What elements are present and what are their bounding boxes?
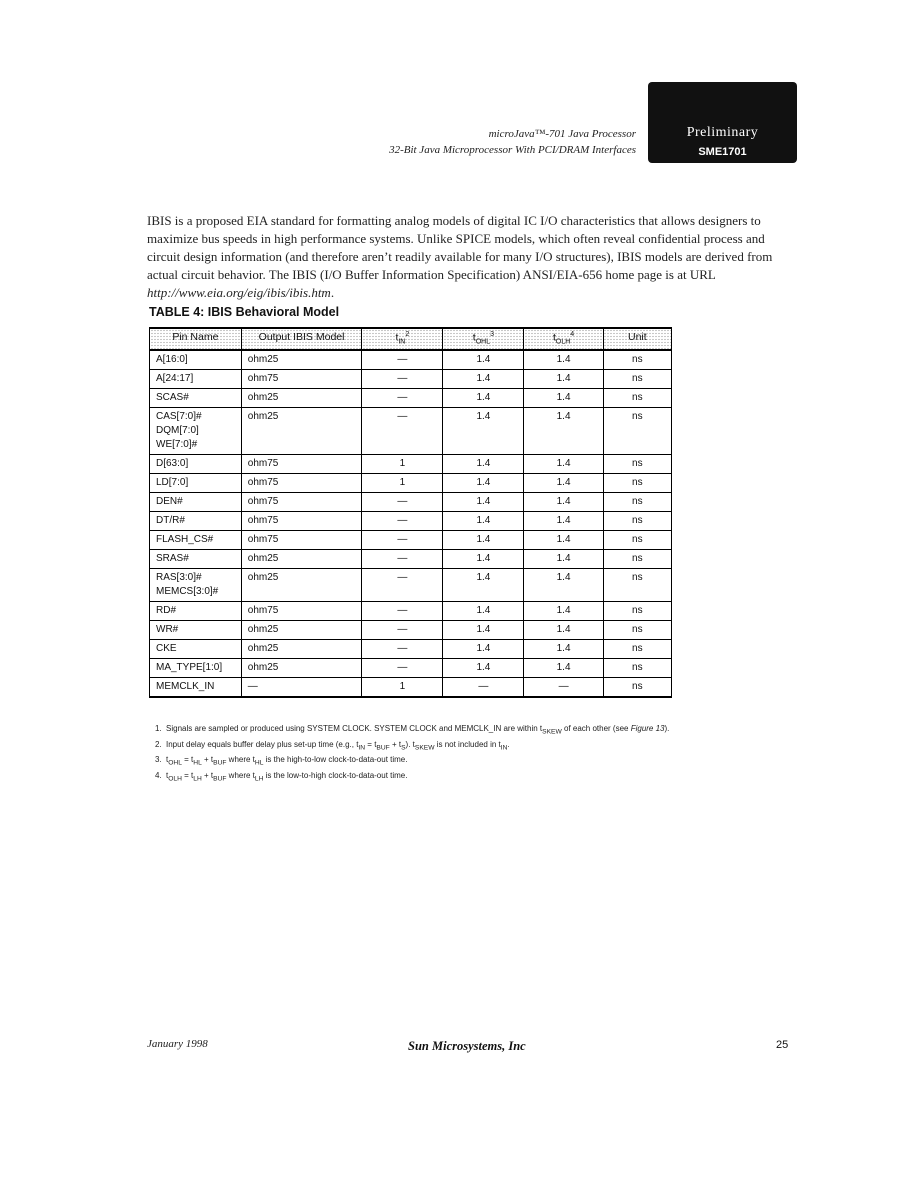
cell-tin: — (362, 370, 443, 389)
cell-tin: 1 (362, 474, 443, 493)
note-sub: LH (254, 775, 264, 783)
table-row (150, 678, 672, 698)
cell-pin-name (150, 640, 242, 659)
note-sub: LH (193, 775, 202, 783)
cell-output-model: ohm75 (241, 474, 362, 493)
header-tolh-sup: 4 (570, 331, 575, 338)
ibis-table (149, 327, 672, 698)
pin-name: DT/R# (156, 515, 185, 526)
table-row (150, 569, 672, 602)
cell-tohl: — (443, 678, 524, 698)
header-tolh (524, 328, 603, 350)
note-sub: IN (358, 744, 366, 752)
note-text-part: t (166, 770, 169, 780)
cell-unit: ns (603, 678, 671, 698)
note-text-part: ). (664, 724, 670, 733)
cell-output-model: ohm75 (241, 455, 362, 474)
badge-part-number: SME1701 (698, 146, 747, 158)
table-row (150, 493, 672, 512)
badge-title: Preliminary (686, 125, 759, 140)
cell-pin-name (150, 602, 242, 621)
cell-tolh: 1.4 (524, 408, 603, 455)
cell-unit: ns (603, 370, 671, 389)
cell-tin: — (362, 602, 443, 621)
table-row (150, 474, 672, 493)
cell-tohl: 1.4 (443, 493, 524, 512)
note-text-part: where t (226, 755, 255, 765)
pin-name: SRAS# (156, 553, 189, 564)
note-text (166, 739, 510, 755)
cell-tolh: — (524, 678, 603, 698)
pin-name: MEMCS[3:0]# (156, 586, 219, 597)
header-tin-symbol: t (395, 331, 399, 344)
cell-pin-name (150, 531, 242, 550)
cell-tohl: 1.4 (443, 621, 524, 640)
cell-tin: 1 (362, 455, 443, 474)
note-text-part: Signals are sampled or produced using SYSTEM CLOCK. SYSTEM CLOCK and MEMCLK_IN are within t (166, 724, 543, 733)
header-tin (362, 328, 443, 350)
note-sub: IN (500, 744, 508, 752)
note-3 (155, 754, 675, 770)
cell-tohl: 1.4 (443, 389, 524, 408)
pin-name: CAS[7:0]# (156, 411, 202, 422)
table-row (150, 389, 672, 408)
page-number: 25 (776, 1039, 789, 1051)
note-number: 2. (155, 739, 162, 749)
pin-name: A[16:0] (156, 354, 188, 365)
table-row (150, 455, 672, 474)
note-text-part: = t (365, 739, 377, 749)
note-text-part: of each other (see (561, 724, 631, 733)
cell-pin-name (150, 370, 242, 389)
note-text-part: + t (201, 755, 214, 765)
note-sub: HL (254, 759, 264, 767)
ibis-url-link[interactable]: http://www.eia.org/eig/ibis/ibis.htm (147, 285, 331, 300)
header-tohl-sup: 3 (490, 331, 495, 338)
pin-name: A[24:17] (156, 373, 194, 384)
cell-unit: ns (603, 531, 671, 550)
cell-tolh: 1.4 (524, 389, 603, 408)
note-sub: BUF (213, 775, 227, 783)
note-text-part: + t (201, 770, 214, 780)
note-sub: SKEW (542, 728, 562, 736)
note-text-part: t (166, 755, 169, 765)
cell-output-model: ohm75 (241, 531, 362, 550)
header-product-line: microJava™-701 Java Processor (488, 128, 636, 140)
note-text-part: is not included in t (434, 739, 501, 749)
cell-pin-name (150, 659, 242, 678)
cell-tolh: 1.4 (524, 621, 603, 640)
cell-unit: ns (603, 408, 671, 455)
header-tin-sub: IN (398, 338, 406, 346)
table-row (150, 659, 672, 678)
note-2 (155, 739, 675, 755)
cell-tolh: 1.4 (524, 455, 603, 474)
cell-unit: ns (603, 569, 671, 602)
cell-tin: — (362, 493, 443, 512)
cell-pin-name (150, 569, 242, 602)
cell-tolh: 1.4 (524, 640, 603, 659)
cell-tin: 1 (362, 678, 443, 698)
cell-tolh: 1.4 (524, 350, 603, 370)
cell-output-model: ohm75 (241, 602, 362, 621)
cell-pin-name (150, 621, 242, 640)
cell-pin-name (150, 474, 242, 493)
note-1 (155, 723, 675, 739)
pin-name: MEMCLK_IN (156, 681, 215, 692)
cell-unit: ns (603, 640, 671, 659)
header-tolh-sub: OLH (555, 338, 571, 346)
note-sub: S (401, 744, 406, 752)
note-text-part: Input delay equals buffer delay plus set-up time (e.g., t (166, 739, 359, 749)
note-text-part: is the high-to-low clock-to-data-out time. (263, 755, 408, 765)
cell-unit: ns (603, 512, 671, 531)
running-header (389, 126, 636, 158)
table-row (150, 370, 672, 389)
table-row (150, 602, 672, 621)
cell-tohl: 1.4 (443, 569, 524, 602)
note-text-part: + t (389, 739, 402, 749)
cell-tin: — (362, 531, 443, 550)
cell-pin-name (150, 493, 242, 512)
cell-tin: — (362, 350, 443, 370)
footer-date: January 1998 (147, 1038, 208, 1050)
cell-tin: — (362, 408, 443, 455)
pin-name: RAS[3:0]# (156, 572, 202, 583)
header-description-line: 32-Bit Java Microprocessor With PCI/DRAM Interfaces (389, 144, 636, 156)
cell-pin-name (150, 512, 242, 531)
cell-output-model: ohm25 (241, 350, 362, 370)
cell-output-model: ohm25 (241, 550, 362, 569)
cell-unit: ns (603, 474, 671, 493)
note-sub: OLH (168, 775, 182, 783)
cell-unit: ns (603, 493, 671, 512)
note-text-part: is the low-to-high clock-to-data-out time. (263, 770, 408, 780)
note-text (166, 770, 407, 786)
cell-tolh: 1.4 (524, 474, 603, 493)
header-tohl-sub: OHL (475, 338, 491, 346)
table-body (150, 350, 672, 697)
cell-tin: — (362, 389, 443, 408)
note-sub: SKEW (414, 744, 435, 752)
note-text-part: = t (181, 770, 194, 780)
note-sub: OHL (168, 759, 182, 767)
preliminary-badge (648, 82, 797, 163)
cell-output-model: ohm75 (241, 512, 362, 531)
header-tolh-symbol: t (552, 331, 556, 344)
cell-output-model: ohm75 (241, 370, 362, 389)
pin-name: D[63:0] (156, 458, 189, 469)
cell-unit: ns (603, 350, 671, 370)
header-tohl (443, 328, 524, 350)
cell-output-model: — (241, 678, 362, 698)
table-row (150, 550, 672, 569)
note-text-part: . (507, 739, 510, 749)
cell-unit: ns (603, 621, 671, 640)
table-header-row (150, 328, 672, 350)
cell-tolh: 1.4 (524, 550, 603, 569)
cell-unit: ns (603, 659, 671, 678)
note-number: 4. (155, 770, 162, 780)
cell-tohl: 1.4 (443, 602, 524, 621)
pin-name: RD# (156, 605, 177, 616)
figure-reference: Figure 13 (630, 724, 665, 733)
cell-output-model: ohm25 (241, 621, 362, 640)
note-text (166, 754, 407, 770)
note-number: 3. (155, 755, 162, 765)
cell-tolh: 1.4 (524, 531, 603, 550)
note-sub: HL (193, 759, 202, 767)
pin-name: WE[7:0]# (156, 439, 198, 450)
pin-name: WR# (156, 624, 179, 635)
cell-tolh: 1.4 (524, 569, 603, 602)
table-row (150, 350, 672, 370)
header-tohl-symbol: t (472, 331, 476, 344)
pin-name: FLASH_CS# (156, 534, 214, 545)
cell-tohl: 1.4 (443, 550, 524, 569)
cell-output-model: ohm25 (241, 389, 362, 408)
cell-tin: — (362, 569, 443, 602)
cell-tohl: 1.4 (443, 455, 524, 474)
cell-tin: — (362, 512, 443, 531)
pin-name: DQM[7:0] (156, 425, 199, 436)
cell-tohl: 1.4 (443, 350, 524, 370)
cell-tohl: 1.4 (443, 659, 524, 678)
note-number: 1. (155, 724, 162, 733)
cell-tohl: 1.4 (443, 640, 524, 659)
note-text-part: = t (181, 755, 194, 765)
cell-tohl: 1.4 (443, 474, 524, 493)
cell-output-model: ohm25 (241, 569, 362, 602)
cell-output-model: ohm25 (241, 640, 362, 659)
cell-tin: — (362, 659, 443, 678)
cell-tolh: 1.4 (524, 493, 603, 512)
cell-unit: ns (603, 389, 671, 408)
intro-end: . (330, 285, 335, 300)
cell-pin-name (150, 408, 242, 455)
pin-name: SCAS# (156, 392, 189, 403)
note-sub: BUF (376, 744, 390, 752)
table-row (150, 640, 672, 659)
note-4 (155, 770, 675, 786)
table-row (150, 531, 672, 550)
header-pin-name: Pin Name (150, 328, 242, 350)
pin-name: LD[7:0] (156, 477, 189, 488)
cell-tohl: 1.4 (443, 408, 524, 455)
cell-tolh: 1.4 (524, 512, 603, 531)
cell-pin-name (150, 350, 242, 370)
cell-tolh: 1.4 (524, 370, 603, 389)
header-unit: Unit (603, 328, 671, 350)
cell-tohl: 1.4 (443, 512, 524, 531)
cell-unit: ns (603, 602, 671, 621)
cell-output-model: ohm25 (241, 659, 362, 678)
footer-company: Sun Microsystems, Inc (408, 1039, 526, 1053)
intro-text: IBIS is a proposed EIA standard for formatting analog models of digital IC I/O characteristics that allows designers to maximize bus speeds in high performance systems. Unlike SPICE models, which often reveal confidential process and circuit design information (and therefore aren’t readily available for many I/O structures), IBIS models are derived from actual circuit behavior. The IBIS (I/O Buffer Information Specification) ANSI/EIA-656 home page is at URL (147, 213, 773, 282)
cell-tolh: 1.4 (524, 659, 603, 678)
cell-tin: — (362, 640, 443, 659)
table-row (150, 512, 672, 531)
cell-tohl: 1.4 (443, 370, 524, 389)
table-row (150, 408, 672, 455)
table-notes (155, 723, 675, 785)
cell-output-model: ohm75 (241, 493, 362, 512)
cell-tin: — (362, 550, 443, 569)
note-text (166, 723, 669, 739)
cell-pin-name (150, 389, 242, 408)
cell-pin-name (150, 455, 242, 474)
note-sub: BUF (213, 759, 227, 767)
note-text-part: ). t (405, 739, 415, 749)
pin-name: DEN# (156, 496, 183, 507)
cell-tolh: 1.4 (524, 602, 603, 621)
table-caption: TABLE 4: IBIS Behavioral Model (149, 305, 340, 319)
header-tin-sup: 2 (405, 331, 410, 338)
cell-pin-name (150, 678, 242, 698)
intro-paragraph (147, 212, 777, 302)
cell-pin-name (150, 550, 242, 569)
note-text-part: where t (226, 770, 255, 780)
cell-unit: ns (603, 550, 671, 569)
table-row (150, 621, 672, 640)
cell-unit: ns (603, 455, 671, 474)
cell-output-model: ohm25 (241, 408, 362, 455)
cell-tin: — (362, 621, 443, 640)
pin-name: MA_TYPE[1:0] (156, 662, 223, 673)
header-output-model: Output IBIS Model (241, 328, 362, 350)
cell-tohl: 1.4 (443, 531, 524, 550)
pin-name: CKE (156, 643, 177, 654)
